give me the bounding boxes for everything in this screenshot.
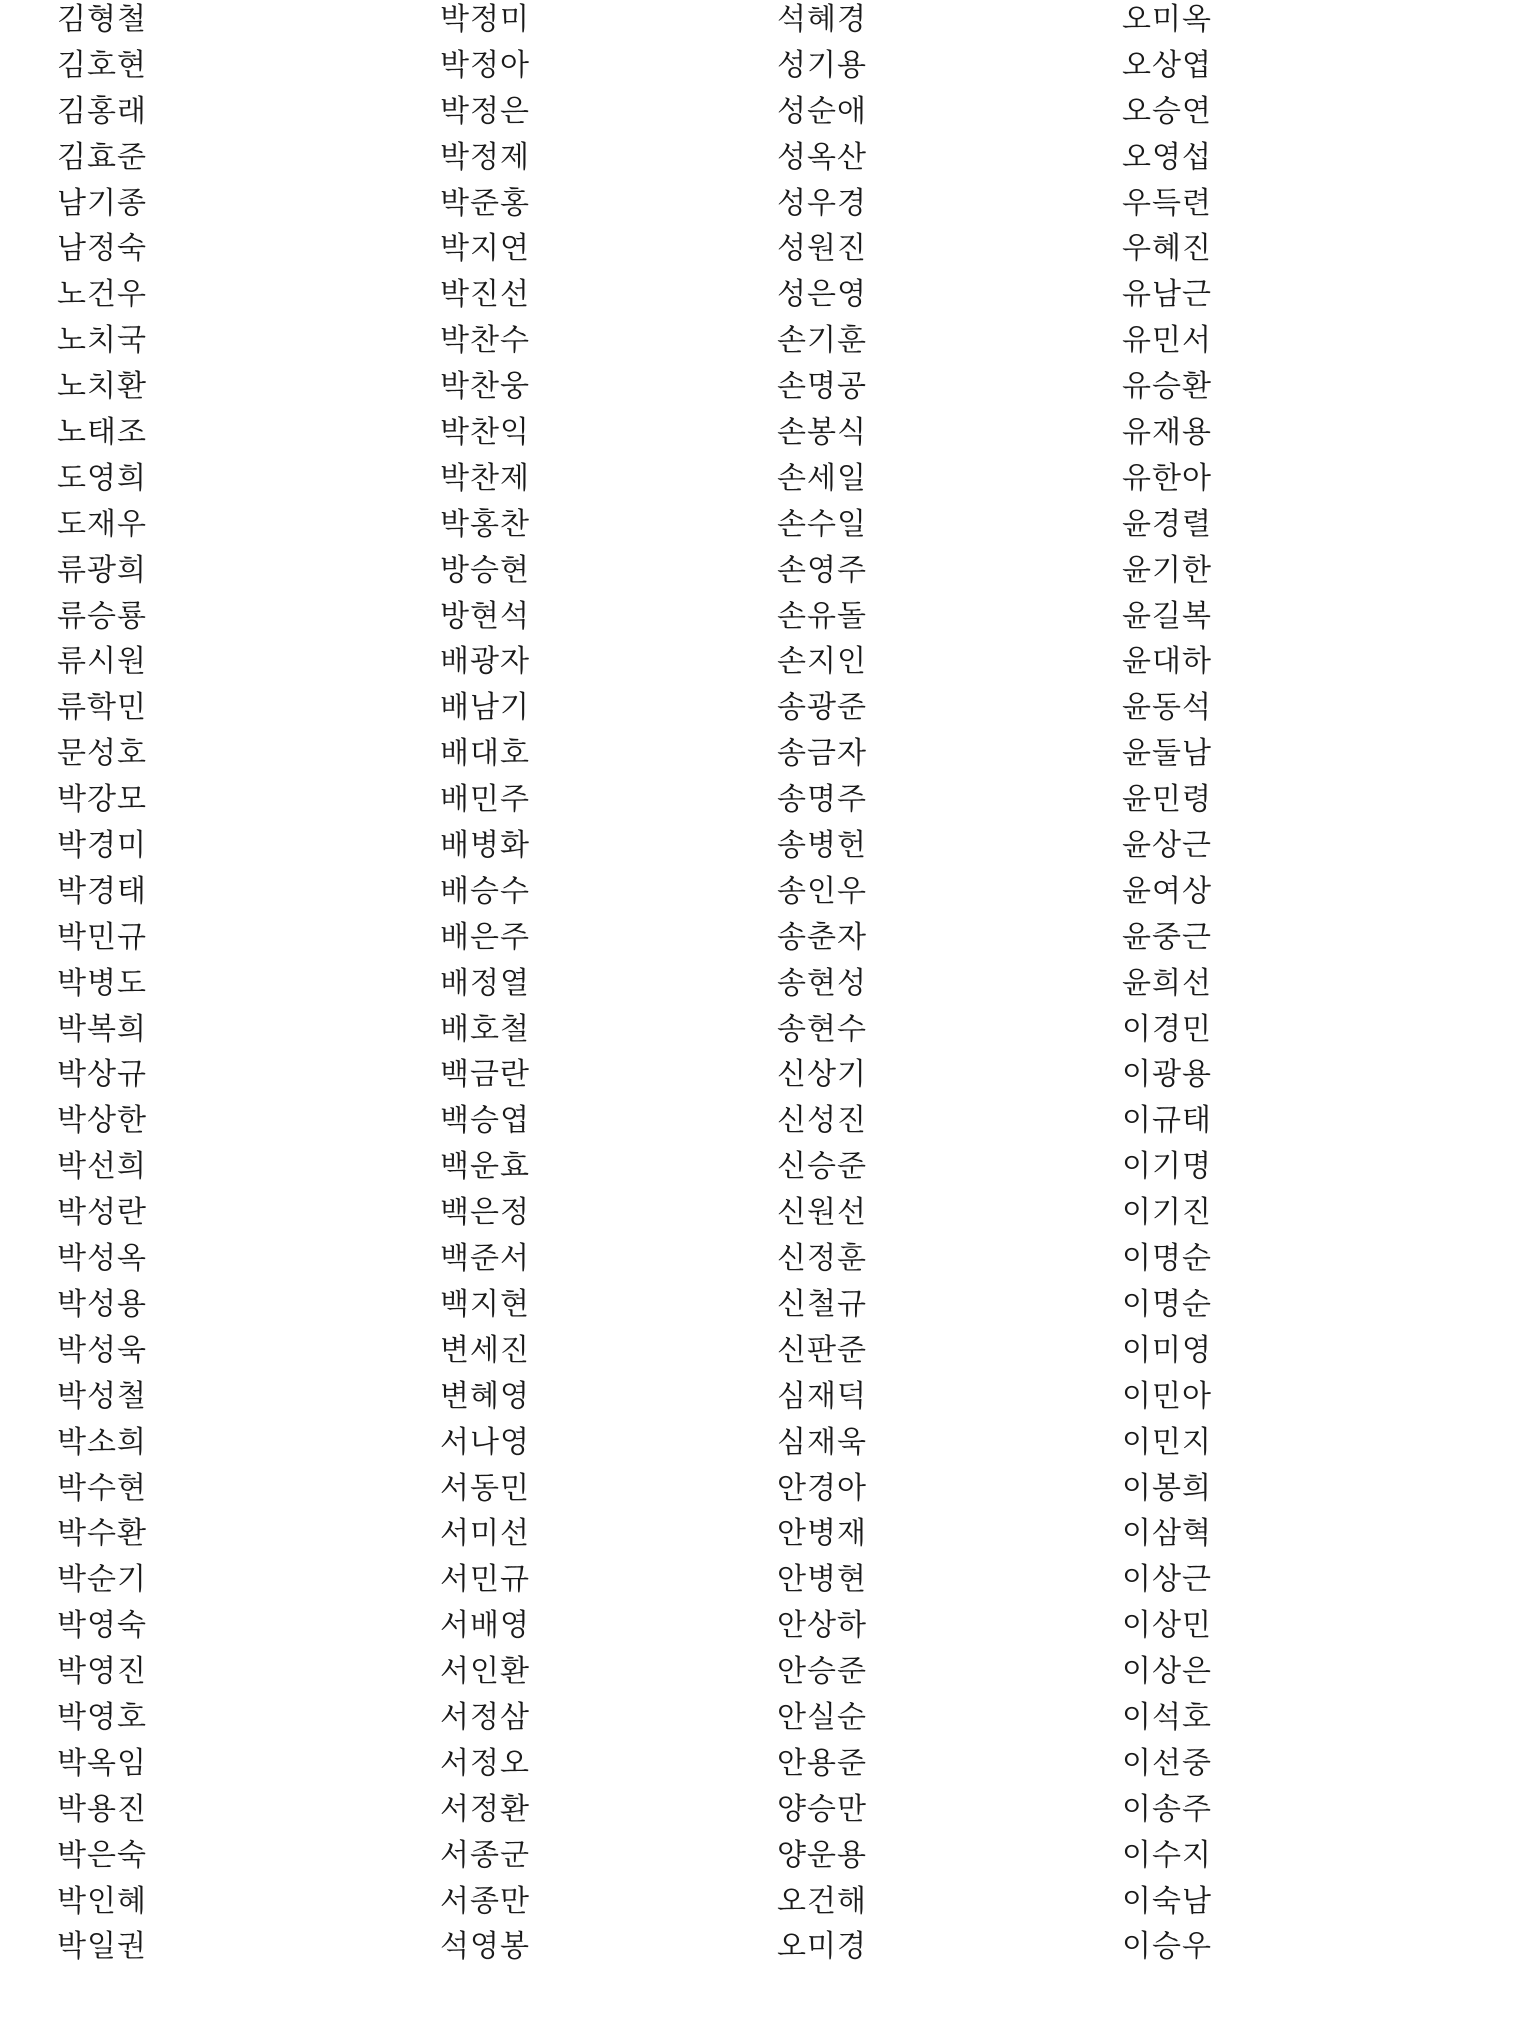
name-row xyxy=(0,1469,1528,1515)
name-cell: 박지연 xyxy=(440,231,530,267)
name-cell: 이승우 xyxy=(1122,1929,1212,1965)
name-cell: 심재덕 xyxy=(777,1378,867,1414)
name-cell: 손명공 xyxy=(777,369,867,405)
name-cell: 송병헌 xyxy=(777,828,867,864)
name-cell: 서정환 xyxy=(440,1791,530,1827)
name-cell: 박영진 xyxy=(57,1654,147,1690)
name-row xyxy=(0,1010,1528,1056)
name-cell: 박성옥 xyxy=(57,1241,147,1277)
name-cell: 백금란 xyxy=(440,1057,530,1093)
name-row xyxy=(0,872,1528,918)
name-cell: 류광희 xyxy=(57,552,147,588)
name-cell: 성기용 xyxy=(777,47,867,83)
name-cell: 이상근 xyxy=(1122,1562,1212,1598)
name-row xyxy=(0,1285,1528,1331)
name-row xyxy=(0,964,1528,1010)
name-row xyxy=(0,597,1528,643)
name-cell: 신철규 xyxy=(777,1286,867,1322)
name-cell: 김호현 xyxy=(57,47,147,83)
name-cell: 서인환 xyxy=(440,1654,530,1690)
name-cell: 송광준 xyxy=(777,690,867,726)
name-cell: 신정훈 xyxy=(777,1241,867,1277)
name-cell: 오건해 xyxy=(777,1883,867,1919)
name-cell: 류학민 xyxy=(57,690,147,726)
name-row xyxy=(0,1606,1528,1652)
name-cell: 박성철 xyxy=(57,1378,147,1414)
name-cell: 이미영 xyxy=(1122,1332,1212,1368)
name-cell: 서정오 xyxy=(440,1745,530,1781)
name-cell: 석영봉 xyxy=(440,1929,530,1965)
name-row xyxy=(0,688,1528,734)
name-cell: 윤중근 xyxy=(1122,919,1212,955)
name-cell: 변세진 xyxy=(440,1332,530,1368)
name-cell: 안승준 xyxy=(777,1654,867,1690)
name-row xyxy=(0,1193,1528,1239)
name-cell: 김효준 xyxy=(57,139,147,175)
name-cell: 박진선 xyxy=(440,277,530,313)
name-cell: 손기훈 xyxy=(777,323,867,359)
name-cell: 박정아 xyxy=(440,47,530,83)
name-cell: 박경미 xyxy=(57,828,147,864)
name-cell: 이규태 xyxy=(1122,1103,1212,1139)
name-cell: 윤길복 xyxy=(1122,598,1212,634)
name-row xyxy=(0,1698,1528,1744)
name-cell: 서종군 xyxy=(440,1837,530,1873)
name-cell: 박성욱 xyxy=(57,1332,147,1368)
name-cell: 오영섭 xyxy=(1122,139,1212,175)
name-cell: 노치국 xyxy=(57,323,147,359)
name-cell: 안병재 xyxy=(777,1516,867,1552)
name-cell: 안경아 xyxy=(777,1470,867,1506)
name-cell: 노건우 xyxy=(57,277,147,313)
name-cell: 박순기 xyxy=(57,1562,147,1598)
name-cell: 김홍래 xyxy=(57,93,147,129)
name-cell: 신성진 xyxy=(777,1103,867,1139)
name-cell: 박수현 xyxy=(57,1470,147,1506)
name-cell: 윤둘남 xyxy=(1122,736,1212,772)
name-cell: 박옥임 xyxy=(57,1745,147,1781)
name-cell: 송금자 xyxy=(777,736,867,772)
name-cell: 백은정 xyxy=(440,1195,530,1231)
name-cell: 배은주 xyxy=(440,919,530,955)
name-row xyxy=(0,1331,1528,1377)
name-cell: 박소희 xyxy=(57,1424,147,1460)
name-cell: 손세일 xyxy=(777,460,867,496)
name-cell: 백준서 xyxy=(440,1241,530,1277)
name-cell: 유한아 xyxy=(1122,460,1212,496)
name-row xyxy=(0,1514,1528,1560)
name-row xyxy=(0,229,1528,275)
name-cell: 박영숙 xyxy=(57,1608,147,1644)
name-cell: 노태조 xyxy=(57,415,147,451)
name-cell: 박상한 xyxy=(57,1103,147,1139)
name-cell: 양승만 xyxy=(777,1791,867,1827)
name-cell: 박민규 xyxy=(57,919,147,955)
name-cell: 이송주 xyxy=(1122,1791,1212,1827)
name-cell: 백운효 xyxy=(440,1149,530,1185)
name-row xyxy=(0,1101,1528,1147)
name-cell: 손수일 xyxy=(777,506,867,542)
name-cell: 백지현 xyxy=(440,1286,530,1322)
name-cell: 유민서 xyxy=(1122,323,1212,359)
name-row xyxy=(0,46,1528,92)
name-cell: 박찬수 xyxy=(440,323,530,359)
name-cell: 오상엽 xyxy=(1122,47,1212,83)
name-cell: 배대호 xyxy=(440,736,530,772)
name-cell: 이민지 xyxy=(1122,1424,1212,1460)
name-cell: 오미옥 xyxy=(1122,2,1212,37)
name-cell: 박정은 xyxy=(440,93,530,129)
name-cell: 박준홍 xyxy=(440,185,530,221)
name-cell: 배병화 xyxy=(440,828,530,864)
name-cell: 윤기한 xyxy=(1122,552,1212,588)
name-cell: 서나영 xyxy=(440,1424,530,1460)
name-cell: 이상민 xyxy=(1122,1608,1212,1644)
name-cell: 박찬웅 xyxy=(440,369,530,405)
name-cell: 손유돌 xyxy=(777,598,867,634)
name-cell: 윤상근 xyxy=(1122,828,1212,864)
name-cell: 변혜영 xyxy=(440,1378,530,1414)
name-row xyxy=(0,0,1528,46)
name-cell: 성원진 xyxy=(777,231,867,267)
name-cell: 박경태 xyxy=(57,873,147,909)
name-cell: 손지인 xyxy=(777,644,867,680)
name-cell: 방승현 xyxy=(440,552,530,588)
name-cell: 배민주 xyxy=(440,782,530,818)
name-cell: 이석호 xyxy=(1122,1699,1212,1735)
name-cell: 이선중 xyxy=(1122,1745,1212,1781)
name-cell: 이기진 xyxy=(1122,1195,1212,1231)
name-row xyxy=(0,918,1528,964)
name-cell: 석혜경 xyxy=(777,2,867,37)
name-cell: 박용진 xyxy=(57,1791,147,1827)
name-cell: 박정미 xyxy=(440,2,530,37)
name-cell: 박찬제 xyxy=(440,460,530,496)
name-cell: 이수지 xyxy=(1122,1837,1212,1873)
name-cell: 성순애 xyxy=(777,93,867,129)
name-cell: 서민규 xyxy=(440,1562,530,1598)
name-row xyxy=(0,780,1528,826)
name-cell: 박영호 xyxy=(57,1699,147,1735)
name-row xyxy=(0,551,1528,597)
name-cell: 박복희 xyxy=(57,1011,147,1047)
name-cell: 송현수 xyxy=(777,1011,867,1047)
name-cell: 박홍찬 xyxy=(440,506,530,542)
name-cell: 배남기 xyxy=(440,690,530,726)
name-row xyxy=(0,1882,1528,1928)
name-row xyxy=(0,1423,1528,1469)
name-cell: 박상규 xyxy=(57,1057,147,1093)
name-row xyxy=(0,1147,1528,1193)
name-cell: 노치환 xyxy=(57,369,147,405)
name-cell: 윤대하 xyxy=(1122,644,1212,680)
name-row xyxy=(0,642,1528,688)
name-row xyxy=(0,505,1528,551)
name-row xyxy=(0,1055,1528,1101)
name-cell: 유재용 xyxy=(1122,415,1212,451)
name-row xyxy=(0,275,1528,321)
name-cell: 이상은 xyxy=(1122,1654,1212,1690)
name-row xyxy=(0,321,1528,367)
name-row xyxy=(0,138,1528,184)
name-cell: 윤경렬 xyxy=(1122,506,1212,542)
name-cell: 안병현 xyxy=(777,1562,867,1598)
name-cell: 안실순 xyxy=(777,1699,867,1735)
name-cell: 이명순 xyxy=(1122,1286,1212,1322)
name-row xyxy=(0,367,1528,413)
name-row xyxy=(0,1790,1528,1836)
name-cell: 송명주 xyxy=(777,782,867,818)
name-cell: 백승엽 xyxy=(440,1103,530,1139)
name-cell: 김형철 xyxy=(57,2,147,37)
name-cell: 안상하 xyxy=(777,1608,867,1644)
name-cell: 이경민 xyxy=(1122,1011,1212,1047)
name-cell: 이명순 xyxy=(1122,1241,1212,1277)
name-row xyxy=(0,1377,1528,1423)
name-cell: 류승룡 xyxy=(57,598,147,634)
name-cell: 이민아 xyxy=(1122,1378,1212,1414)
name-cell: 도재우 xyxy=(57,506,147,542)
name-cell: 박성용 xyxy=(57,1286,147,1322)
name-cell: 손영주 xyxy=(777,552,867,588)
name-cell: 이기명 xyxy=(1122,1149,1212,1185)
name-row xyxy=(0,734,1528,780)
name-cell: 박수환 xyxy=(57,1516,147,1552)
name-row xyxy=(0,1239,1528,1285)
name-cell: 신승준 xyxy=(777,1149,867,1185)
name-row xyxy=(0,184,1528,230)
name-cell: 우득련 xyxy=(1122,185,1212,221)
name-cell: 박병도 xyxy=(57,965,147,1001)
name-cell: 안용준 xyxy=(777,1745,867,1781)
name-cell: 성옥산 xyxy=(777,139,867,175)
name-cell: 송춘자 xyxy=(777,919,867,955)
name-cell: 류시원 xyxy=(57,644,147,680)
name-cell: 유승환 xyxy=(1122,369,1212,405)
name-cell: 배정열 xyxy=(440,965,530,1001)
name-cell: 박성란 xyxy=(57,1195,147,1231)
name-cell: 배승수 xyxy=(440,873,530,909)
name-cell: 윤동석 xyxy=(1122,690,1212,726)
name-cell: 박강모 xyxy=(57,782,147,818)
name-cell: 서종만 xyxy=(440,1883,530,1919)
name-row xyxy=(0,92,1528,138)
name-row xyxy=(0,1560,1528,1606)
name-cell: 우혜진 xyxy=(1122,231,1212,267)
name-cell: 양운용 xyxy=(777,1837,867,1873)
name-cell: 윤여상 xyxy=(1122,873,1212,909)
name-cell: 남기종 xyxy=(57,185,147,221)
name-cell: 오승연 xyxy=(1122,93,1212,129)
name-row xyxy=(0,1927,1528,1973)
name-cell: 이삼혁 xyxy=(1122,1516,1212,1552)
name-cell: 윤희선 xyxy=(1122,965,1212,1001)
name-cell: 박일권 xyxy=(57,1929,147,1965)
name-row xyxy=(0,1836,1528,1882)
name-row xyxy=(0,826,1528,872)
name-cell: 문성호 xyxy=(57,736,147,772)
name-cell: 신원선 xyxy=(777,1195,867,1231)
name-cell: 박선희 xyxy=(57,1149,147,1185)
name-cell: 박정제 xyxy=(440,139,530,175)
name-cell: 도영희 xyxy=(57,460,147,496)
name-cell: 이광용 xyxy=(1122,1057,1212,1093)
name-cell: 이봉희 xyxy=(1122,1470,1212,1506)
name-cell: 박인혜 xyxy=(57,1883,147,1919)
name-cell: 서동민 xyxy=(440,1470,530,1506)
name-cell: 성우경 xyxy=(777,185,867,221)
name-row xyxy=(0,459,1528,505)
name-cell: 서배영 xyxy=(440,1608,530,1644)
name-cell: 방현석 xyxy=(440,598,530,634)
name-cell: 오미경 xyxy=(777,1929,867,1965)
name-row xyxy=(0,413,1528,459)
name-cell: 윤민령 xyxy=(1122,782,1212,818)
name-cell: 송인우 xyxy=(777,873,867,909)
name-cell: 서미선 xyxy=(440,1516,530,1552)
name-cell: 유남근 xyxy=(1122,277,1212,313)
name-cell: 손봉식 xyxy=(777,415,867,451)
name-cell: 배광자 xyxy=(440,644,530,680)
name-cell: 신상기 xyxy=(777,1057,867,1093)
name-cell: 심재욱 xyxy=(777,1424,867,1460)
name-row xyxy=(0,1744,1528,1790)
name-cell: 배호철 xyxy=(440,1011,530,1047)
name-cell: 성은영 xyxy=(777,277,867,313)
name-cell: 이숙남 xyxy=(1122,1883,1212,1919)
name-cell: 남정숙 xyxy=(57,231,147,267)
name-cell: 박찬익 xyxy=(440,415,530,451)
name-row xyxy=(0,1652,1528,1698)
name-cell: 서정삼 xyxy=(440,1699,530,1735)
name-cell: 신판준 xyxy=(777,1332,867,1368)
name-cell: 송현성 xyxy=(777,965,867,1001)
name-cell: 박은숙 xyxy=(57,1837,147,1873)
